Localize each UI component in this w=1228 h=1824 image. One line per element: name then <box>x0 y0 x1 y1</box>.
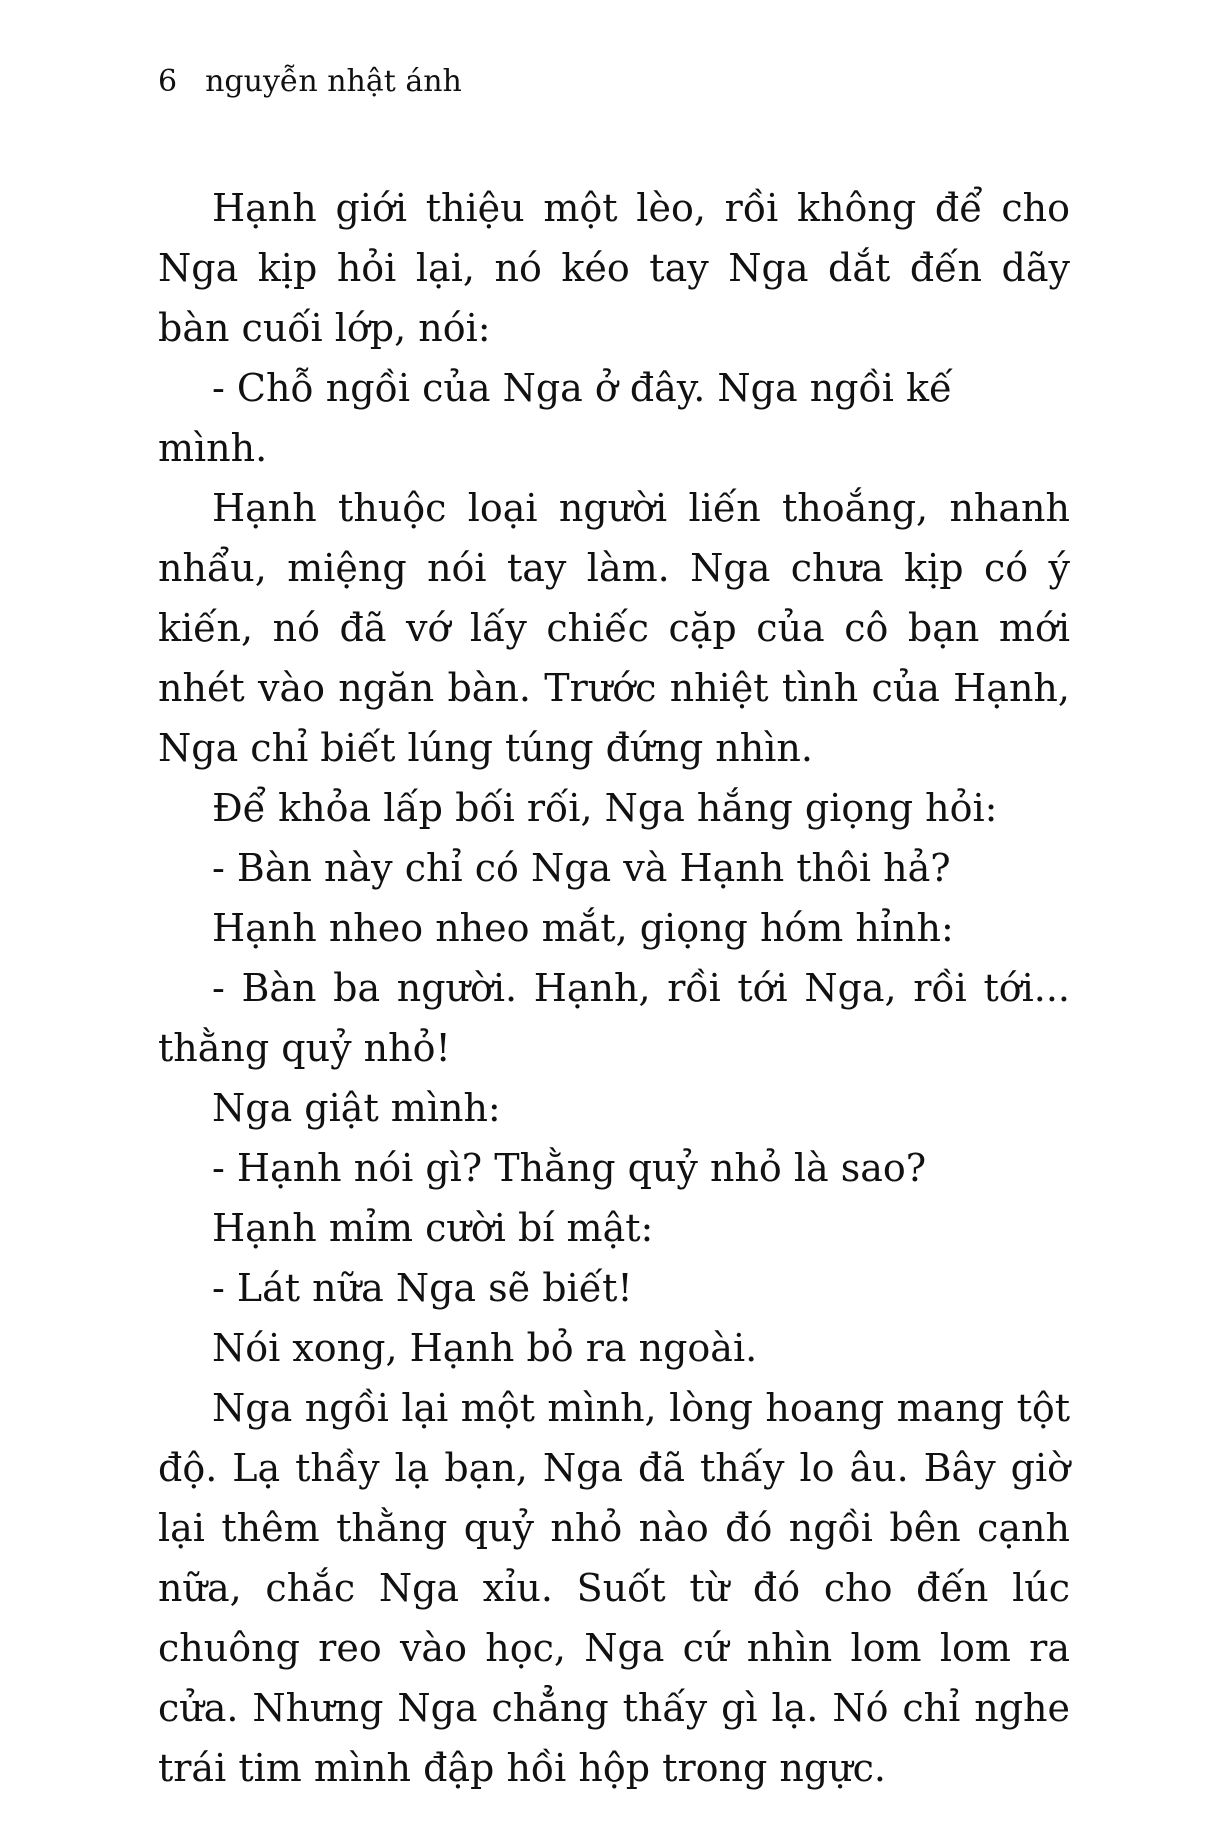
paragraph: Hạnh nheo nheo mắt, giọng hóm hỉnh: <box>212 906 954 950</box>
author-name: nguyễn nhật ánh <box>205 64 462 99</box>
paragraph: Hạnh mỉm cười bí mật: <box>212 1206 654 1250</box>
running-header <box>158 62 462 102</box>
paragraph: Nga giật mình: <box>212 1086 501 1130</box>
paragraph: Hạnh thuộc loại người liến thoắng, nhanh nhẩu, miệng nói tay làm. Nga chưa kịp có ý kiến, nó đã vớ lấy chiếc cặp của cô bạn mới nhét vào ngăn bàn. Trước nhiệt tình của Hạnh, Nga chỉ biết lúng túng đứng nhìn. <box>158 486 1070 770</box>
dialogue-line: - Hạnh nói gì? Thằng quỷ nhỏ là sao? <box>212 1146 927 1190</box>
paragraph: Nói xong, Hạnh bỏ ra ngoài. <box>212 1326 758 1370</box>
dialogue-line: - Chỗ ngồi của Nga ở đây. Nga ngồi kế mình. <box>158 366 953 470</box>
paragraph: Nga ngồi lại một mình, lòng hoang mang tột độ. Lạ thầy lạ bạn, Nga đã thấy lo âu. Bây giờ lại thêm thằng quỷ nhỏ nào đó ngồi bên cạnh nữa, chắc Nga xỉu. Suốt từ đó cho đến lúc chuông reo vào học, Nga cứ nhìn lom lom ra cửa. Nhưng Nga chẳng thấy gì lạ. Nó chỉ nghe trái tim mình đập hồi hộp trong ngực. <box>158 1386 1070 1790</box>
page-body <box>158 178 1070 1798</box>
dialogue-line: - Bàn này chỉ có Nga và Hạnh thôi hả? <box>212 846 951 890</box>
dialogue-line: - Bàn ba người. Hạnh, rồi tới Nga, rồi tới... thằng quỷ nhỏ! <box>158 966 1070 1070</box>
paragraph: Để khỏa lấp bối rối, Nga hắng giọng hỏi: <box>212 786 998 830</box>
paragraph: Hạnh giới thiệu một lèo, rồi không để cho Nga kịp hỏi lại, nó kéo tay Nga dắt đến dãy bàn cuối lớp, nói: <box>158 186 1070 350</box>
dialogue-line: - Lát nữa Nga sẽ biết! <box>212 1266 633 1310</box>
page-number: 6 <box>158 64 178 99</box>
